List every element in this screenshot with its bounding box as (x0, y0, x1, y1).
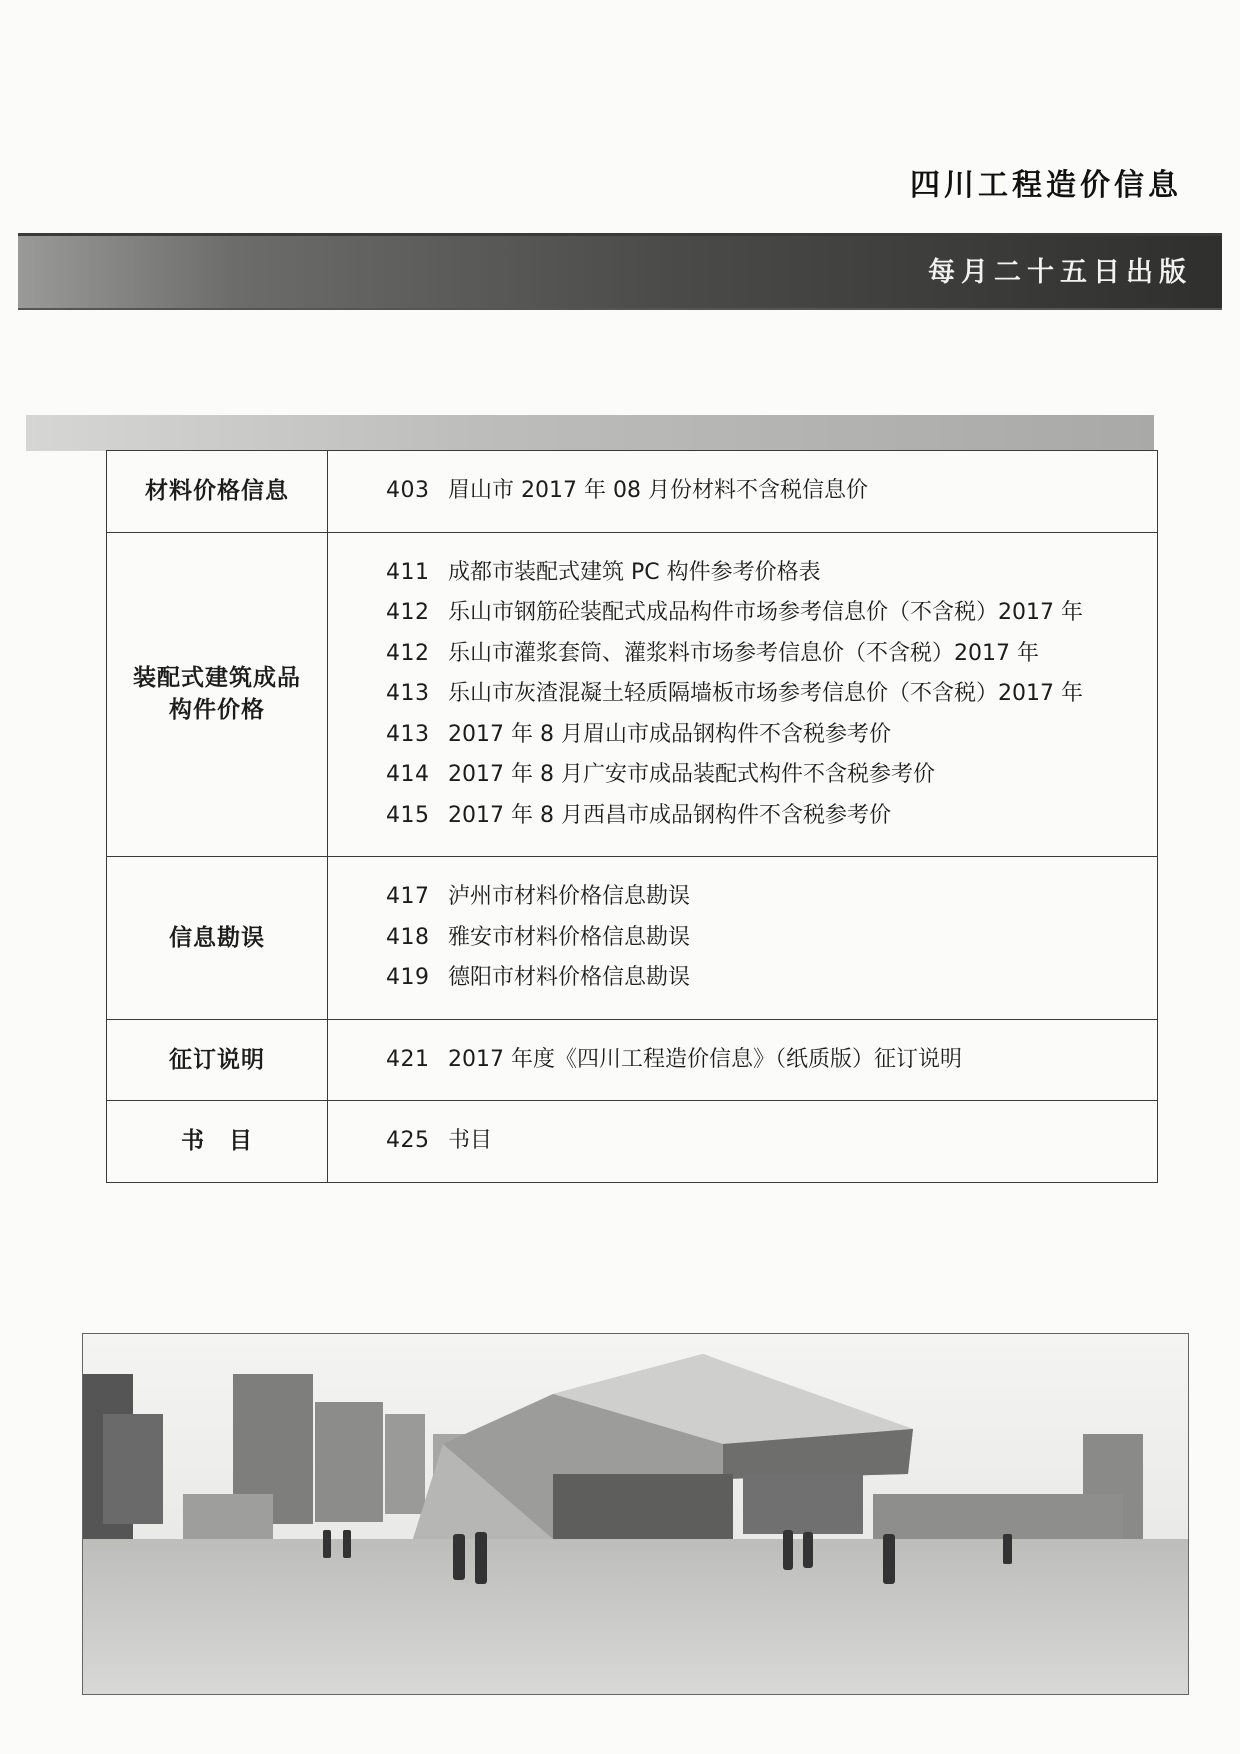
toc-section-row (107, 532, 1158, 857)
toc-section-row (107, 1101, 1158, 1183)
entry-page-number: 413 (386, 721, 430, 747)
toc-entry[interactable] (386, 958, 1157, 999)
entry-title: 雅安市材料价格信息勘误 (448, 924, 691, 950)
entry-title: 2017 年 8 月西昌市成品钢构件不含税参考价 (448, 802, 891, 828)
photo-illustration (83, 1334, 1188, 1694)
toc-section-row (107, 1019, 1158, 1101)
section-entries (328, 451, 1158, 533)
section-name-line: 装配式建筑成品 (133, 665, 301, 692)
toc-entry[interactable] (386, 715, 1157, 756)
entry-page-number: 417 (386, 884, 430, 909)
entry-title: 眉山市 2017 年 08 月份材料不含税信息价 (448, 478, 868, 503)
toc-entry[interactable] (386, 1121, 1157, 1162)
toc-entry[interactable] (386, 593, 1157, 634)
toc-section-row (107, 857, 1158, 1020)
toc-header-band (26, 415, 1154, 451)
entry-page-number: 419 (386, 965, 430, 990)
entry-title: 乐山市钢筋砼装配式成品构件市场参考信息价（不含税）2017 年 (448, 600, 1083, 625)
entry-page-number: 421 (386, 1046, 430, 1072)
toc-entry[interactable] (386, 918, 1157, 959)
entry-title: 泸州市材料价格信息勘误 (448, 884, 691, 909)
entry-title: 乐山市灌浆套筒、灌浆料市场参考信息价（不含税）2017 年 (448, 640, 1039, 666)
entry-page-number: 411 (386, 559, 430, 585)
entry-title: 2017 年 8 月广安市成品装配式构件不含税参考价 (448, 762, 935, 787)
header-band (18, 233, 1222, 310)
stadium-base (553, 1474, 863, 1544)
toc-entry[interactable] (386, 674, 1157, 715)
toc-entry[interactable] (386, 471, 1157, 512)
section-name: 材料价格信息 (107, 451, 328, 533)
entry-title: 乐山市灰渣混凝土轻质隔墙板市场参考信息价（不含税）2017 年 (448, 681, 1083, 706)
toc-entry[interactable] (386, 553, 1157, 594)
entry-page-number: 403 (386, 478, 430, 503)
entry-page-number: 425 (386, 1128, 430, 1153)
stadium-plaza-photo (82, 1333, 1189, 1695)
entry-page-number: 412 (386, 600, 430, 625)
section-entries (328, 857, 1158, 1020)
entry-title: 2017 年 8 月眉山市成品钢构件不含税参考价 (448, 721, 891, 747)
section-name-line: 构件价格 (169, 697, 265, 724)
toc-entry[interactable] (386, 796, 1157, 837)
toc-entry[interactable] (386, 755, 1157, 796)
toc-entry[interactable] (386, 1040, 1157, 1081)
publication-title: 四川工程造价信息 (910, 168, 1182, 203)
section-name (107, 532, 328, 857)
section-entries (328, 1101, 1158, 1183)
entry-title: 书目 (448, 1128, 493, 1153)
section-entries (328, 532, 1158, 857)
entry-title: 2017 年度《四川工程造价信息》（纸质版）征订说明 (448, 1046, 962, 1072)
entry-page-number: 418 (386, 924, 430, 950)
toc-section-row (107, 451, 1158, 533)
section-name: 信息勘误 (107, 857, 328, 1020)
entry-title: 德阳市材料价格信息勘误 (448, 965, 691, 990)
section-entries (328, 1019, 1158, 1101)
entry-title: 成都市装配式建筑 PC 构件参考价格表 (448, 559, 821, 585)
section-name: 征订说明 (107, 1019, 328, 1101)
entry-page-number: 414 (386, 762, 430, 787)
section-name: 书 目 (107, 1101, 328, 1183)
entry-page-number: 415 (386, 802, 430, 828)
toc-entry[interactable] (386, 634, 1157, 675)
toc-entry[interactable] (386, 877, 1157, 918)
table-of-contents (106, 450, 1158, 1183)
entry-page-number: 413 (386, 681, 430, 706)
publication-schedule: 每月二十五日出版 (928, 257, 1192, 288)
entry-page-number: 412 (386, 640, 430, 666)
